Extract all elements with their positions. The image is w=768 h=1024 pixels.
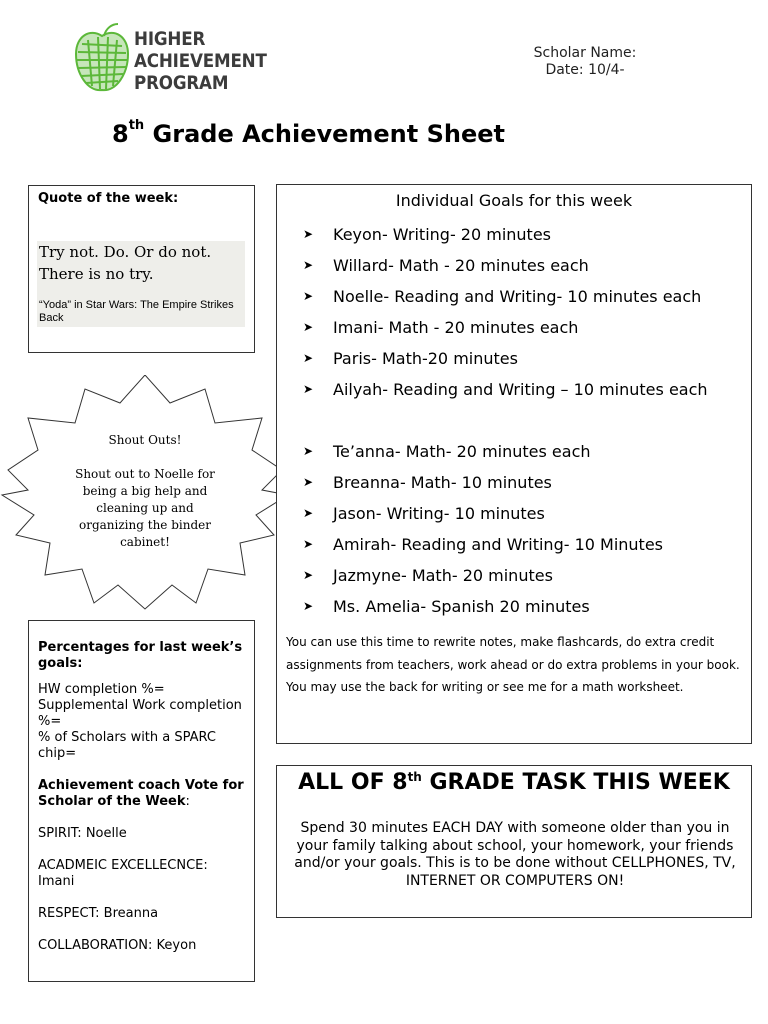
grade-task-box (276, 765, 752, 918)
vote-heading (38, 778, 248, 810)
arrow-bullet-icon: ➤ (303, 599, 314, 613)
apple-logo-icon (72, 22, 132, 98)
supplemental-completion: Supplemental Work completion %= (38, 698, 242, 729)
individual-goals-box (276, 184, 752, 744)
arrow-bullet-icon: ➤ (303, 351, 314, 365)
percentages-heading: Percentages for last week’s goals: (38, 640, 243, 671)
arrow-bullet-icon: ➤ (303, 227, 314, 241)
goals-heading: Individual Goals for this week (395, 191, 633, 210)
quote-heading: Quote of the week: (38, 191, 179, 206)
hw-completion: HW completion %= (38, 682, 165, 697)
arrow-bullet-icon: ➤ (303, 258, 314, 272)
goal-item: ➤ Breanna- Math- 10 minutes (303, 467, 743, 498)
goals-list (303, 219, 743, 622)
program-logo (72, 22, 272, 98)
shout-out-content (70, 432, 220, 551)
shout-out-body: Shout out to Noelle for being a big help and cleaning up and organizing the binder cabinet! (75, 467, 215, 549)
goal-item: ➤ Te’anna- Math- 20 minutes each (303, 436, 743, 467)
percentages-box (28, 620, 255, 982)
arrow-bullet-icon: ➤ (303, 475, 314, 489)
logo-line-1: HIGHER (134, 28, 206, 50)
title-grade: 8 (112, 120, 129, 148)
vote-heading-text: Achievement coach Vote for Scholar of the Week (38, 778, 244, 809)
task-heading-prefix: ALL OF 8 (298, 770, 408, 795)
goal-item: ➤ Keyon- Writing- 20 minutes (303, 219, 743, 250)
quote-source: “Yoda” in Star Wars: The Empire Strikes Back (39, 299, 234, 324)
arrow-bullet-icon: ➤ (303, 289, 314, 303)
scholar-name-label: Scholar Name: (533, 45, 637, 61)
arrow-bullet-icon: ➤ (303, 444, 314, 458)
vote-spirit: SPIRIT: Noelle (38, 826, 127, 841)
goal-item: ➤ Jason- Writing- 10 minutes (303, 498, 743, 529)
vote-academic: ACADMEIC EXCELLECNCE: Imani (38, 858, 208, 889)
task-heading (277, 770, 751, 795)
goal-item: ➤ Jazmyne- Math- 20 minutes (303, 560, 743, 591)
task-heading-suffix: GRADE TASK THIS WEEK (421, 770, 730, 795)
task-body: Spend 30 minutes EACH DAY with someone older than you in your family talking about school, your homework, your friends and/or your goals. This is to be done without CELLPHONES, TV, INTERNET OR COMPUTERS ON! (294, 820, 736, 889)
shout-out-title: Shout Outs! (108, 433, 182, 447)
vote-heading-colon: : (185, 794, 190, 809)
task-heading-sup: th (407, 770, 422, 784)
goal-item: ➤ Amirah- Reading and Writing- 10 Minutes (303, 529, 743, 560)
goal-item: ➤ Willard- Math - 20 minutes each (303, 250, 743, 281)
date-label: Date: 10/4- (545, 62, 625, 78)
title-text: Grade Achievement Sheet (144, 120, 505, 148)
goal-item: ➤ Ms. Amelia- Spanish 20 minutes (303, 591, 743, 622)
goal-item: ➤ Imani- Math - 20 minutes each (303, 312, 743, 343)
goal-item: ➤ Noelle- Reading and Writing- 10 minutes each (303, 281, 743, 312)
vote-collaboration: COLLABORATION: Keyon (38, 938, 197, 953)
arrow-bullet-icon: ➤ (303, 320, 314, 334)
vote-respect: RESPECT: Breanna (38, 906, 159, 921)
scholar-info (505, 45, 665, 79)
goal-item: ➤ Ailyah- Reading and Writing – 10 minutes each (303, 374, 743, 436)
arrow-bullet-icon: ➤ (303, 506, 314, 520)
quote-box (28, 185, 255, 353)
title-sup: th (128, 118, 145, 133)
arrow-bullet-icon: ➤ (303, 568, 314, 582)
goals-note: You can use this time to rewrite notes, make flashcards, do extra credit assignments from teachers, work ahead or do extra problems in your book. You may use the back for writing or see me for a math worksheet. (286, 635, 740, 694)
logo-line-3: PROGRAM (134, 72, 229, 94)
arrow-bullet-icon: ➤ (303, 537, 314, 551)
page-title (112, 120, 505, 148)
logo-line-2: ACHIEVEMENT (134, 50, 267, 72)
arrow-bullet-icon: ➤ (303, 382, 314, 396)
sparc-chip: % of Scholars with a SPARC chip= (38, 730, 216, 761)
goal-item: ➤ Paris- Math-20 minutes (303, 343, 743, 374)
quote-text: Try not. Do. Or do not. There is no try. (39, 243, 212, 283)
